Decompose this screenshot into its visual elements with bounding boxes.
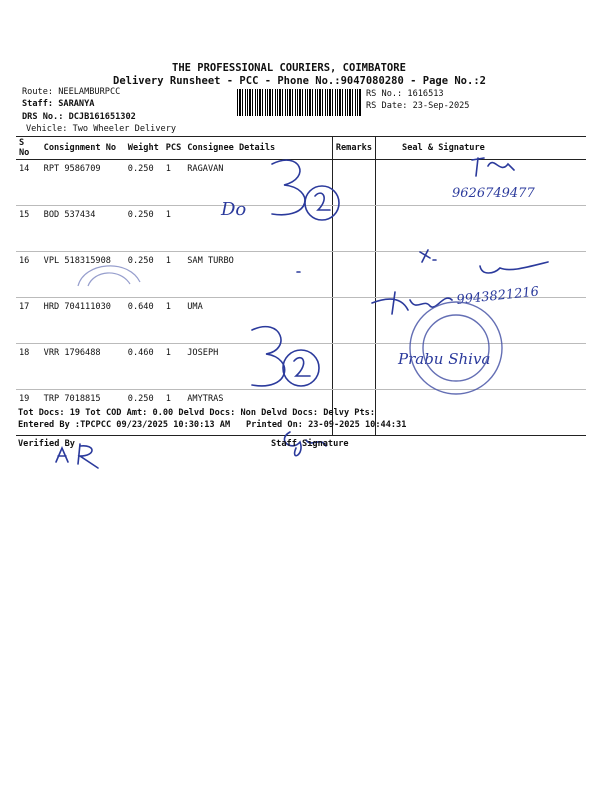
cell-pcs: 1 (163, 298, 185, 344)
cell-signature (376, 160, 586, 206)
cell-consignment: VPL 518315908 (41, 252, 125, 298)
handwritten-signature: Prabu Shiva (398, 350, 491, 368)
runsheet-table (16, 136, 586, 436)
cell-sno: 14 (16, 160, 41, 206)
cell-sno: 16 (16, 252, 41, 298)
table-row (16, 252, 586, 298)
cell-consignment: VRR 1796488 (41, 344, 125, 390)
cell-remarks (332, 160, 375, 206)
cell-sno: 18 (16, 344, 41, 390)
cell-weight: 0.460 (125, 344, 163, 390)
cell-signature (376, 298, 586, 344)
drs-label: DRS No.: DCJB161651302 (22, 112, 136, 122)
table-row (16, 344, 586, 390)
table-row (16, 298, 586, 344)
cell-consignee (184, 206, 332, 252)
cell-pcs: 1 (163, 206, 185, 252)
cell-consignee: RAGAVAN (184, 160, 332, 206)
cell-sno: 19 (16, 390, 41, 436)
barcode (237, 89, 361, 116)
verified-by-label: Verified By (18, 439, 75, 449)
col-signature: Seal & Signature (376, 137, 586, 160)
table-row (16, 160, 586, 206)
cell-pcs: 1 (163, 390, 185, 436)
cell-pcs: 1 (163, 160, 185, 206)
handwritten-note: Do (221, 199, 247, 220)
staff-signature-label: Staff Signature (271, 439, 349, 449)
route-label: Route: NEELAMBURPCC (22, 87, 121, 97)
rs-number: RS No.: 1616513 (366, 89, 444, 99)
cell-remarks (332, 206, 375, 252)
rs-date: RS Date: 23-Sep-2025 (366, 101, 470, 111)
cell-pcs: 1 (163, 252, 185, 298)
cell-weight: 0.250 (125, 390, 163, 436)
col-sno: S No (16, 137, 41, 160)
cell-remarks (332, 298, 375, 344)
col-remarks: Remarks (332, 137, 375, 160)
col-consignee: Consignee Details (184, 137, 332, 160)
cell-weight: 0.250 (125, 206, 163, 252)
staff-label: Staff: SARANYA (22, 99, 95, 109)
printed-on: Printed On: 23-09-2025 10:44:31 (246, 420, 407, 430)
company-title: THE PROFESSIONAL COURIERS, COIMBATORE (172, 62, 406, 74)
cell-weight: 0.250 (125, 160, 163, 206)
cell-consignee: JOSEPH (184, 344, 332, 390)
handwritten-phone: 9626749477 (452, 186, 535, 201)
cell-signature (376, 344, 586, 390)
cell-consignee: UMA (184, 298, 332, 344)
cell-sno: 15 (16, 206, 41, 252)
cell-consignment: RPT 9586709 (41, 160, 125, 206)
cell-weight: 0.640 (125, 298, 163, 344)
cell-signature (376, 390, 586, 436)
totals-line: Tot Docs: 19 Tot COD Amt: 0.00 Delvd Docs: Non Delvd Docs: Delvy Pts: (18, 408, 375, 418)
col-weight: Weight (125, 137, 163, 160)
vehicle-label: Vehicle: Two Wheeler Delivery (26, 124, 177, 134)
cell-signature (376, 252, 586, 298)
cell-consignment: BOD 537434 (41, 206, 125, 252)
cell-remarks (332, 252, 375, 298)
runsheet-subtitle: Delivery Runsheet - PCC - Phone No.:9047080280 - Page No.:2 (113, 75, 486, 87)
cell-consignment: HRD 704111030 (41, 298, 125, 344)
table-row (16, 206, 586, 252)
cell-pcs: 1 (163, 344, 185, 390)
cell-signature (376, 206, 586, 252)
table-header-row (16, 137, 586, 160)
cell-consignment: TRP 7018815 (41, 390, 125, 436)
cell-remarks (332, 344, 375, 390)
entered-by: Entered By :TPCPCC 09/23/2025 10:30:13 AM (18, 420, 231, 430)
cell-sno: 17 (16, 298, 41, 344)
handwritten-phone: 9943821216 (455, 284, 540, 308)
cell-consignee: AMYTRAS (184, 390, 332, 436)
cell-consignee: SAM TURBO (184, 252, 332, 298)
cell-weight: 0.250 (125, 252, 163, 298)
col-consignment: Consignment No (41, 137, 125, 160)
col-pcs: PCS (163, 137, 185, 160)
